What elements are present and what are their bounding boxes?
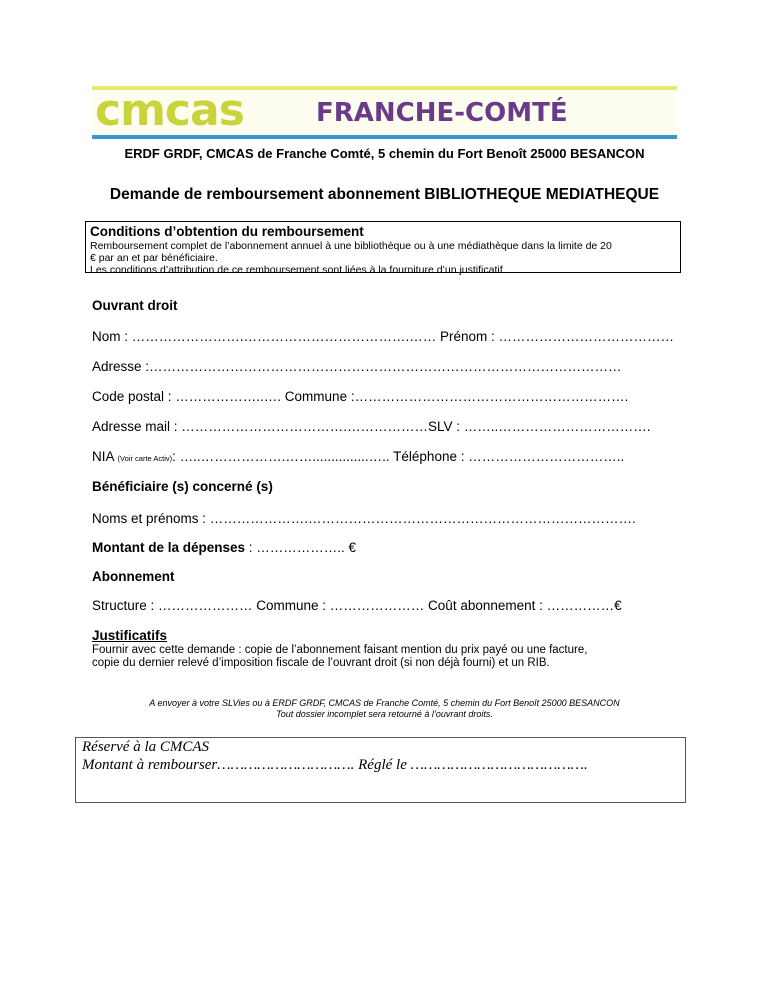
send-note-line-1: A envoyer à votre SLVies ou à ERDF GRDF, CMCAS de Franche Comté, 5 chemin du Fort Benoît 25000 BESANCON: [149, 698, 620, 708]
abonnement-field[interactable]: Structure : ………………… Commune : ………………… Coût abonnement : ……………€: [92, 598, 622, 613]
cmcas-logo: cmcas: [95, 85, 244, 136]
conditions-line-3: Les conditions d’attribution de ce remboursement sont liées à la fourniture d’un justificatif.: [90, 264, 506, 276]
send-note-line-2: Tout dossier incomplet sera retourné à l’ouvrant droits.: [276, 709, 493, 719]
reserved-title: Réservé à la CMCAS: [82, 739, 210, 755]
justificatifs-line-2: copie du dernier relevé d’imposition fiscale de l’ouvrant droit (si non déjà fourni) et un RIB.: [92, 657, 550, 669]
adresse-field[interactable]: Adresse :……………………………………………………………………………………………: [92, 359, 622, 374]
beneficiaires-heading: Bénéficiaire (s) concerné (s): [92, 479, 273, 494]
nia-telephone-field[interactable]: [92, 449, 624, 464]
montant-field[interactable]: [92, 540, 356, 555]
code-postal-commune-field[interactable]: Code postal : ………………..…. Commune :…………………………………………………….: [92, 389, 629, 404]
noms-prenoms-field[interactable]: Noms et prénoms : ………………….……………………………………………………………….: [92, 511, 636, 526]
justificatifs-section: [92, 628, 692, 670]
montant-label: Montant de la dépenses: [92, 540, 246, 555]
reserved-amount-line[interactable]: Montant à rembourser…………………………. Réglé le ………………………………….: [82, 757, 588, 773]
nia-label: NIA: [92, 449, 114, 464]
header-address: ERDF GRDF, CMCAS de Franche Comté, 5 chemin du Fort Benoît 25000 BESANCON: [124, 146, 645, 161]
reserved-box: [75, 737, 686, 803]
conditions-title: Conditions d’obtention du remboursement: [90, 224, 364, 239]
nia-hint: (Voir carte Activ): [117, 454, 173, 463]
region-logo: FRANCHE-COMTÉ: [316, 98, 568, 128]
send-note: [92, 698, 677, 720]
page-title: Demande de remboursement abonnement BIBLIOTHEQUE MEDIATHEQUE: [109, 186, 660, 203]
justificatifs-title: Justificatifs: [92, 628, 168, 643]
ouvrant-droit-heading: Ouvrant droit: [92, 298, 178, 313]
adresse-mail-slv-field[interactable]: Adresse mail : ……………………………….………………SLV : ……..…………………………….: [92, 419, 651, 434]
conditions-box: [85, 221, 681, 276]
conditions-line-2: € par an et par bénéficiaire.: [90, 252, 218, 264]
nia-telephone-dots: : …..……………….……...............….. Téléphone : ……………………………..: [172, 449, 625, 464]
montant-value: : ……………….. €: [245, 540, 357, 555]
abonnement-heading: Abonnement: [92, 569, 175, 584]
conditions-line-1: Remboursement complet de l’abonnement annuel à une bibliothèque ou à une médiathèque dans la limite de 20: [90, 240, 612, 252]
justificatifs-line-1: Fournir avec cette demande : copie de l’abonnement faisant mention du prix payé ou une facture,: [92, 644, 588, 656]
nom-prenom-field[interactable]: Nom : …………………….……………………………….…… Prénom : …………………………………: [92, 329, 675, 344]
